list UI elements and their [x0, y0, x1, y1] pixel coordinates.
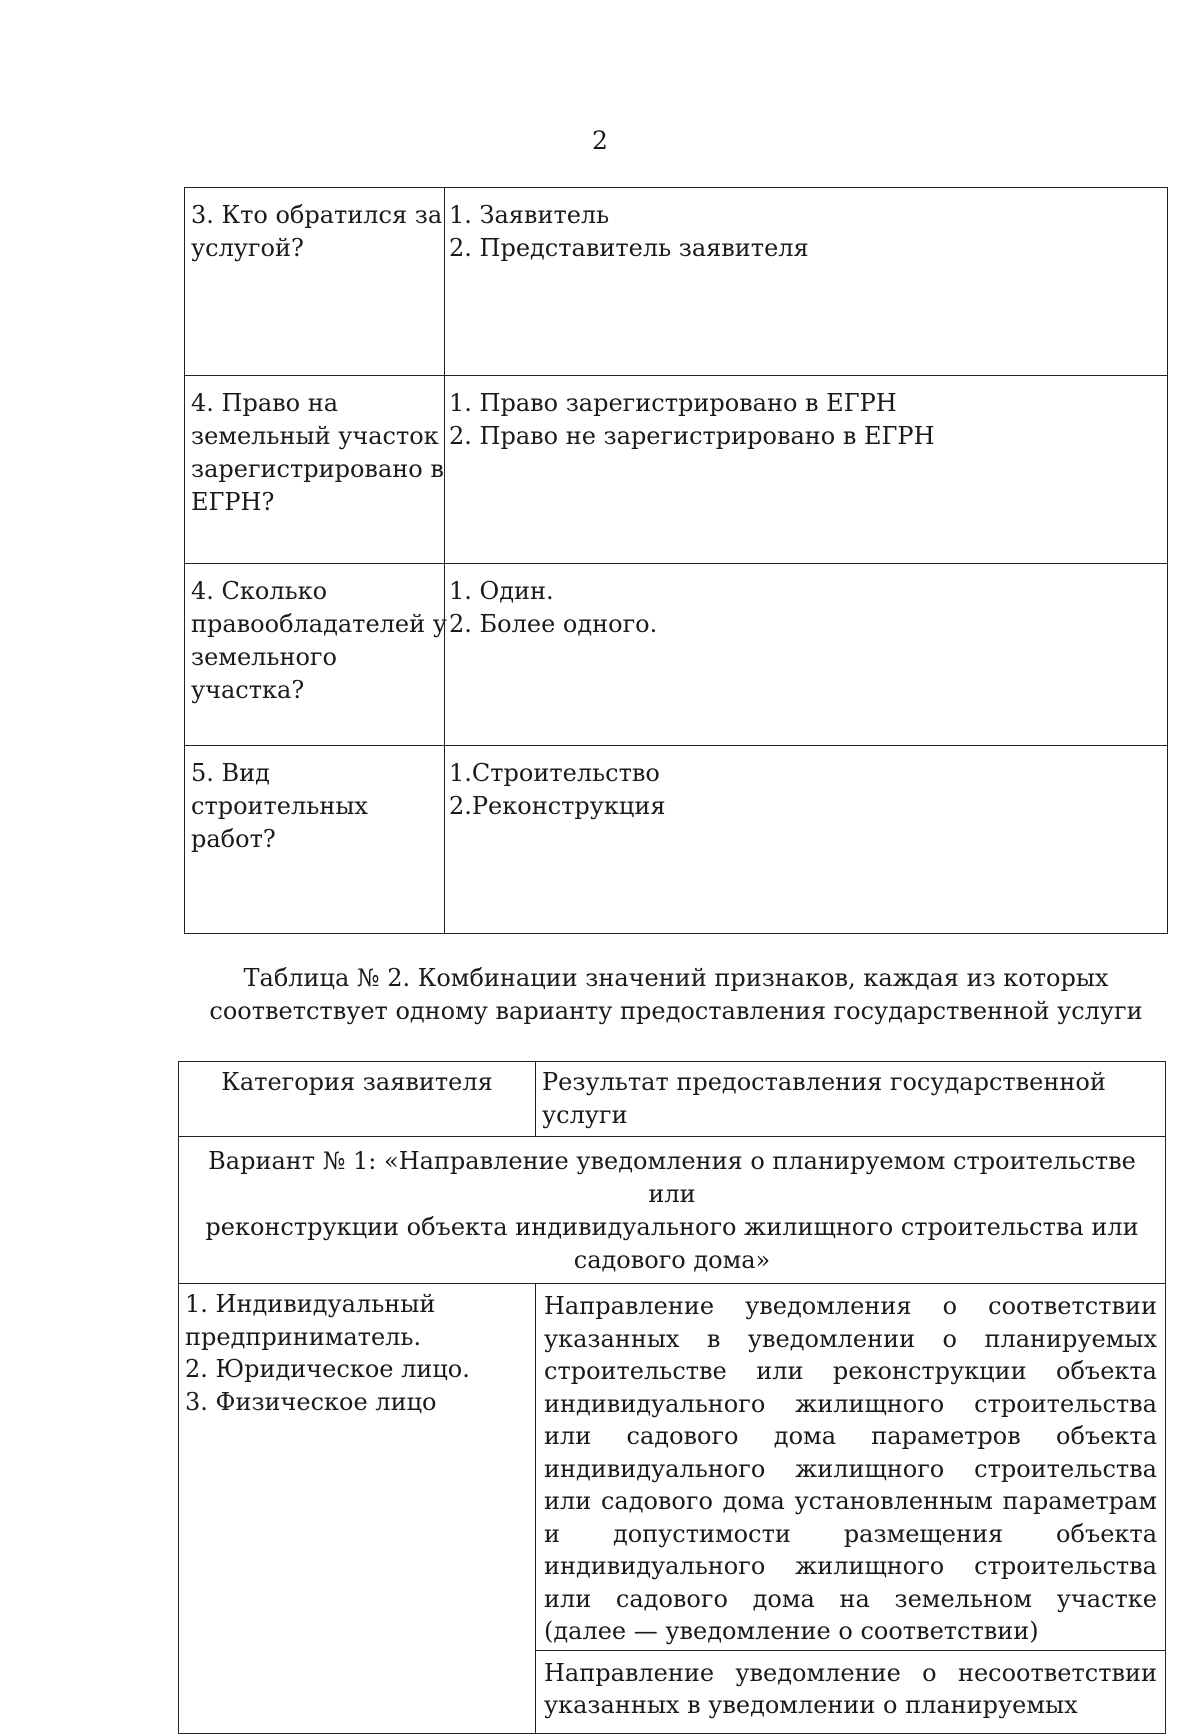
caption-line: Таблица № 2. Комбинации значений признаков, каждая из которых — [243, 964, 1109, 992]
question-cell — [185, 376, 445, 564]
answer-line: 2. Более одного. — [449, 610, 658, 638]
question-line: 3. Кто обратился за — [191, 201, 443, 229]
answer-cell — [445, 746, 1168, 934]
header-category: Категория заявителя — [179, 1062, 536, 1137]
question-line: правообладателей у — [191, 610, 447, 638]
question-line: участка? — [191, 676, 305, 704]
question-cell — [185, 746, 445, 934]
question-line: услугой? — [191, 234, 304, 262]
answer-line: 1. Заявитель — [449, 201, 610, 229]
answer-line: 2. Представитель заявителя — [449, 234, 809, 262]
question-line: 4. Право на — [191, 389, 339, 417]
variant-row — [179, 1137, 1166, 1284]
category-line: 2. Юридическое лицо. — [185, 1355, 470, 1383]
answer-line: 1. Один. — [449, 577, 554, 605]
result-text: Направление уведомления о соответствии указанных в уведомлении о планируемых строительстве или реконструкции объекта индивидуального жилищного строительства или садового дома параметров объекта индивидуального жилищного строительства или садового дома установленным параметрам и допустимости размещения объекта индивидуального жилищного строительства или садового дома на земельном участке (далее — уведомление о соответствии) — [536, 1284, 1166, 1651]
question-line: строительных — [191, 792, 368, 820]
category-line: 1. Индивидуальный — [185, 1290, 436, 1318]
answer-line: 1. Право зарегистрировано в ЕГРН — [449, 389, 897, 417]
answer-cell — [445, 188, 1168, 376]
question-cell — [185, 564, 445, 746]
answer-line: 2.Реконструкция — [449, 792, 666, 820]
category-line: предприниматель. — [185, 1322, 422, 1351]
criteria-table — [184, 187, 1168, 934]
question-line: ЕГРН? — [191, 488, 275, 516]
table-row — [179, 1284, 1166, 1651]
question-line: земельного — [191, 643, 337, 671]
table-row — [185, 746, 1168, 934]
category-line: 3. Физическое лицо — [185, 1387, 437, 1416]
question-line: зарегистрировано в — [191, 455, 444, 483]
question-cell — [185, 188, 445, 376]
answer-cell — [445, 564, 1168, 746]
variant-title-line: Вариант № 1: «Направление уведомления о планируемом строительстве или — [208, 1147, 1136, 1208]
variant-title — [179, 1137, 1166, 1284]
table2-caption — [184, 962, 1168, 1028]
table-header-row — [179, 1062, 1166, 1137]
question-line: работ? — [191, 825, 276, 853]
question-line: 4. Сколько — [191, 577, 328, 605]
answer-line: 1.Строительство — [449, 759, 660, 787]
answer-cell — [445, 376, 1168, 564]
variants-table — [178, 1061, 1166, 1734]
table-row — [185, 188, 1168, 376]
question-line: земельный участок — [191, 422, 439, 450]
result-text: Направление уведомление о несоответствии указанных в уведомлении о планируемых — [536, 1650, 1166, 1733]
variant-title-line: реконструкции объекта индивидуального жилищного строительства или — [205, 1213, 1139, 1241]
header-result: Результат предоставления государственной услуги — [536, 1062, 1166, 1137]
answer-line: 2. Право не зарегистрировано в ЕГРН — [449, 422, 935, 450]
page-number: 2 — [592, 126, 608, 155]
variant-title-line: садового дома» — [573, 1246, 771, 1274]
question-line: 5. Вид — [191, 759, 270, 787]
table-row — [185, 564, 1168, 746]
caption-line: соответствует одному варианту предоставления государственной услуги — [209, 997, 1143, 1025]
applicant-categories — [179, 1284, 536, 1734]
table-row — [185, 376, 1168, 564]
